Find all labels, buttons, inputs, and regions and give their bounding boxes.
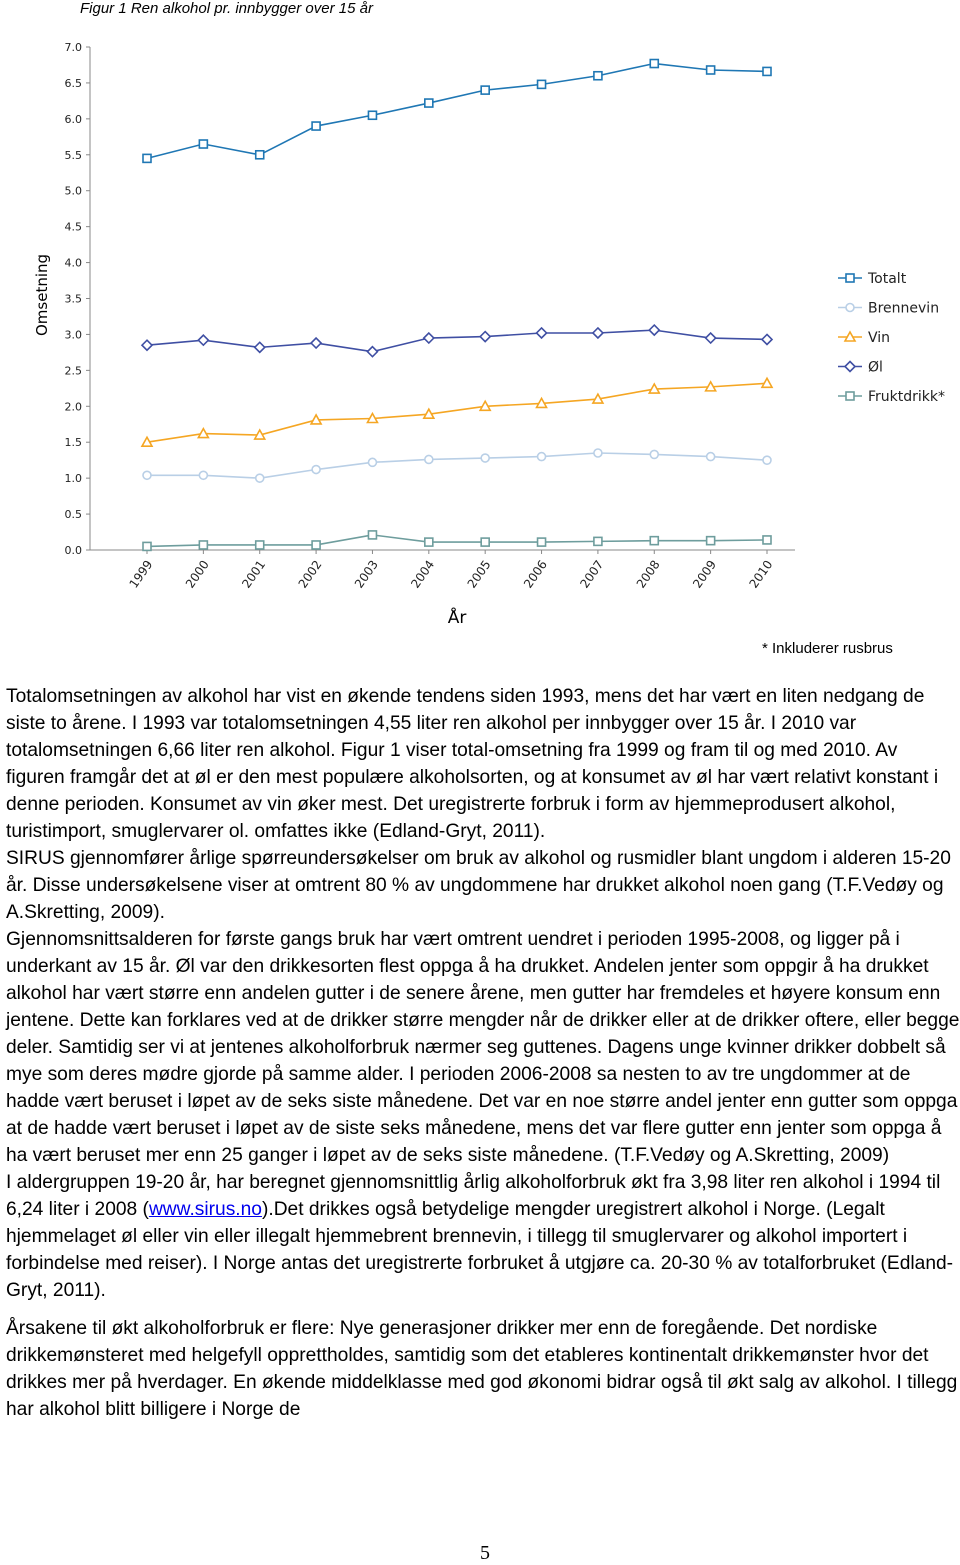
paragraph: Totalomsetningen av alkohol har vist en økende tendens siden 1993, mens det har vært en liten nedgang de siste to årene. I 1993 var totalomsetningen 4,55 liter ren alkohol per innbygger over 15 år. I 2010 var totalomsetningen 6,66 liter ren alkohol. Figur 1 viser total-omsetning fra 1999 og fram til og med 2010. Av figuren framgår det at øl er den mest populære alkoholsorten, og at konsumet av øl har vært relativt konstant i denne perioden. Konsumet av vin øker mest. Det uregistrerte forbruk i form av hjemmeprodusert alkohol, turistimport, smuglervarer ol. omfattes ikke (Edland-Gryt, 2011).	[6, 686, 939, 842]
data-point	[256, 151, 264, 159]
series-line	[147, 330, 767, 352]
data-point	[199, 140, 207, 148]
x-axis-label: År	[447, 608, 467, 628]
data-point	[199, 541, 207, 549]
x-tick-label: 2006	[521, 557, 551, 591]
alcohol-line-chart	[0, 30, 960, 630]
data-point	[368, 531, 376, 539]
data-point	[425, 538, 433, 546]
chart-axes	[65, 41, 796, 591]
data-point	[312, 466, 320, 474]
data-point	[846, 392, 854, 400]
data-point	[256, 474, 264, 482]
legend-label: Fruktdrikk*	[868, 389, 946, 405]
data-point	[593, 328, 603, 338]
x-tick-label: 2002	[295, 557, 325, 591]
sirus-link[interactable]: www.sirus.no	[148, 1199, 262, 1220]
data-point	[763, 536, 771, 544]
data-point	[143, 542, 151, 550]
y-tick-label: 1.0	[64, 472, 82, 486]
x-tick-label: 2008	[633, 557, 663, 591]
y-tick-label: 0.5	[64, 508, 82, 522]
chart-footnote: * Inkluderer rusbrus	[762, 640, 893, 657]
data-point	[707, 66, 715, 74]
paragraph-text: I aldergruppen 19-20 år, har beregnet gjennomsnittlig årlig alkoholforbruk økt fra 3,98 liter ren alkohol i 1994 til 6,24 liter i 2008 (	[6, 1172, 941, 1220]
data-point	[538, 80, 546, 88]
data-point	[311, 338, 321, 348]
data-point	[425, 99, 433, 107]
data-point	[650, 537, 658, 545]
data-point	[255, 342, 265, 352]
data-point	[707, 453, 715, 461]
series-totalt	[143, 60, 771, 163]
data-point	[707, 537, 715, 545]
x-tick-label: 2007	[577, 557, 607, 591]
y-tick-label: 4.5	[64, 220, 82, 234]
data-point	[143, 471, 151, 479]
data-point	[142, 340, 152, 350]
y-tick-label: 5.0	[64, 184, 82, 198]
data-point	[763, 456, 771, 464]
y-axis-label: Omsetning	[33, 253, 51, 337]
legend-label: Øl	[868, 359, 883, 376]
paragraph: Årsakene til økt alkoholforbruk er flere: Nye generasjoner drikker mer enn de foregående. Det nordiske drikkemønsteret med helgefyll opprettholdes, samtidig som det etableres kontinentalt drikkemønster hvor det drikkes mer på hverdager. En økende middelklasse med god økonomi bidrar også til økt salg av alkohol. I tillegg har alkohol blitt billigere i Norge de	[6, 1318, 958, 1420]
data-point	[846, 274, 854, 282]
y-tick-label: 0.0	[64, 544, 82, 557]
y-tick-label: 7.0	[64, 41, 82, 54]
data-point	[424, 333, 434, 343]
x-tick-label: 2000	[182, 557, 212, 591]
data-point	[425, 455, 433, 463]
data-point	[367, 347, 377, 357]
data-point	[198, 335, 208, 345]
body-text	[6, 683, 960, 1423]
y-tick-label: 2.0	[64, 400, 82, 414]
data-point	[650, 450, 658, 458]
chart-series	[142, 60, 772, 551]
series-line	[147, 383, 767, 442]
data-point	[594, 72, 602, 80]
y-tick-label: 3.0	[64, 328, 82, 342]
data-point	[538, 453, 546, 461]
paragraph: SIRUS gjennomfører årlige spørreundersøkelser om bruk av alkohol og rusmidler blant ungdom i alderen 15-20 år. Disse undersøkelsene viser at omtrent 80 % av ungdommene har drukket alkohol noen gang (T.F.Vedøy og A.Skretting, 2009).	[6, 848, 951, 923]
x-tick-label: 2010	[746, 557, 776, 591]
x-tick-label: 2009	[690, 557, 720, 591]
series-brennevin	[143, 449, 771, 482]
paragraph-text: ).Det drikkes også betydelige mengder uregistrert alkohol i Norge. (Legalt hjemmelaget øl eller vin eller illegalt hjemmebrent brennevin, i tillegg til smuglervarer og alkohol importert i forbindelse med reiser). I Norge antas det uregistrerte forbruket å utgjøre ca. 20-30 % av totalforbruket (Edland-Gryt, 2011).	[6, 1199, 954, 1301]
y-tick-label: 5.5	[64, 148, 82, 162]
y-tick-label: 4.0	[64, 256, 82, 270]
paragraph: Gjennomsnittsalderen for første gangs bruk har vært omtrent uendret i perioden 1995-2008, og ligger på i underkant av 15 år. Øl var den drikkesorten flest oppga å ha drukket. Andelen jenter som oppgir å ha drukket alkohol har vært større enn andelen gutter i de senere årene, men gutter har fremdeles et høyere konsum enn jentene. Dette kan forklares ved at de drikker større mengder når de drikker eller at de drikker oftere, eller begge deler. Samtidig ser vi at jentenes alkoholforbruk nærmer seg guttenes. Dagens unge kvinner drikker dobbelt så mye som deres mødre gjorde på samme alder. I perioden 2006-2008 sa nesten to av tre ungdommer at de hadde vært beruset i løpet av de seks siste månedene. Det var en noe større andel jenter enn gutter som oppga at de hadde vært beruset i løpet av de siste seks månedene, mens det var flere gutter enn jenter som oppga å ha vært beruset mer enn 25 ganger i løpet av de seks siste månedene. (T.F.Vedøy og A.Skretting, 2009)	[6, 929, 960, 1166]
y-tick-label: 1.5	[64, 436, 82, 450]
data-point	[594, 449, 602, 457]
data-point	[199, 471, 207, 479]
data-point	[312, 122, 320, 130]
page-number: 5	[480, 1542, 490, 1564]
data-point	[846, 304, 854, 312]
data-point	[481, 538, 489, 546]
data-point	[706, 333, 716, 343]
data-point	[256, 541, 264, 549]
data-point	[763, 67, 771, 75]
y-tick-label: 2.5	[64, 364, 82, 378]
data-point	[762, 334, 772, 344]
chart-legend	[838, 271, 945, 405]
data-point	[594, 537, 602, 545]
figure-caption: Figur 1 Ren alkohol pr. innbygger over 15 år	[80, 0, 373, 17]
series-øl	[142, 325, 772, 357]
series-line	[147, 64, 767, 159]
data-point	[312, 541, 320, 549]
y-tick-label: 6.0	[64, 112, 82, 126]
data-point	[537, 328, 547, 338]
data-point	[650, 60, 658, 68]
series-fruktdrikk	[143, 531, 771, 550]
series-vin	[142, 378, 772, 446]
data-point	[481, 454, 489, 462]
data-point	[649, 325, 659, 335]
x-tick-label: 2004	[408, 557, 438, 591]
legend-label: Totalt	[868, 271, 907, 287]
series-line	[147, 453, 767, 478]
data-point	[480, 332, 490, 342]
data-point	[845, 362, 855, 372]
series-line	[147, 535, 767, 546]
x-tick-label: 2001	[239, 557, 269, 591]
y-tick-label: 6.5	[64, 76, 82, 90]
y-tick-label: 3.5	[64, 292, 82, 306]
data-point	[368, 458, 376, 466]
x-tick-label: 2003	[351, 557, 381, 591]
legend-label: Vin	[868, 330, 891, 346]
x-tick-label: 1999	[126, 557, 156, 591]
data-point	[538, 538, 546, 546]
data-point	[481, 86, 489, 94]
paragraph	[6, 1169, 960, 1304]
legend-label: Brennevin	[868, 300, 940, 317]
data-point	[368, 111, 376, 119]
x-tick-label: 2005	[464, 557, 494, 591]
data-point	[143, 154, 151, 162]
